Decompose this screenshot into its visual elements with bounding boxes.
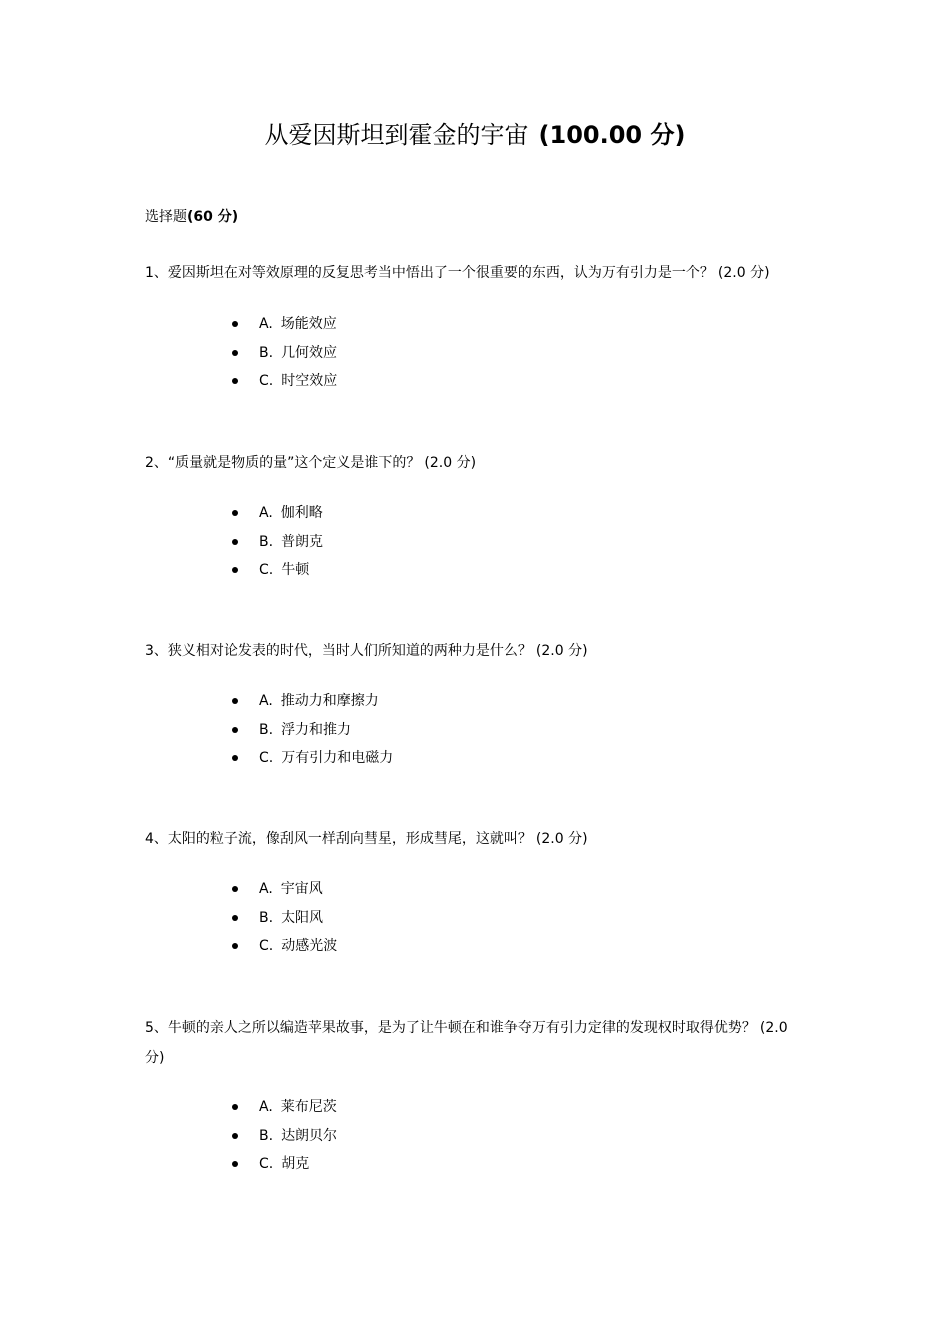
option-text: 宇宙风 [280,881,323,897]
option-a[interactable] [232,499,323,528]
option-letter: A. [259,505,273,521]
bullet-icon [232,915,238,921]
option-a[interactable] [232,310,337,339]
option-letter: C. [259,562,274,578]
option-letter: C. [259,373,274,389]
option-a[interactable] [232,1093,337,1122]
bullet-icon [232,510,238,516]
question-score: (2.0 分) [535,643,588,659]
question-2 [145,448,805,478]
option-c[interactable] [232,1150,337,1179]
option-text: 时空效应 [281,373,338,389]
option-c[interactable] [232,556,323,585]
option-a[interactable] [232,687,393,716]
option-text: 胡克 [281,1156,310,1172]
section-score: (60 分) [187,209,239,225]
bullet-icon [232,350,238,356]
question-text: 5、牛顿的亲人之所以编造苹果故事，是为了让牛顿在和谁争夺万有引力定律的发现权时取得优势？ [145,1020,756,1036]
question-text: 4、太阳的粒子流，像刮风一样刮向彗星，形成彗尾，这就叫？ [145,831,532,847]
bullet-icon [232,1133,238,1139]
question-3 [145,636,805,666]
bullet-icon [232,1104,238,1110]
option-b[interactable] [232,716,393,745]
bullet-icon [232,698,238,704]
question-score: (2.0 分) [424,455,477,471]
option-text: 普朗克 [281,533,324,550]
question-text: 2、“质量就是物质的量”这个定义是谁下的？ [145,455,421,471]
bullet-icon [232,539,238,545]
title-text: 从爱因斯坦到霍金的宇宙 [264,121,529,149]
option-b[interactable] [232,904,337,933]
option-text: 太阳风 [281,909,324,926]
option-letter: B. [259,721,274,738]
option-text: 场能效应 [280,316,337,332]
option-c[interactable] [232,367,337,396]
question-score: (2.0 分) [717,265,770,281]
question-score: (2.0 分) [535,831,588,847]
option-letter: A. [259,316,273,332]
option-letter: B. [259,533,274,550]
bullet-icon [232,378,238,384]
question-4 [145,824,805,854]
option-text: 达朗贝尔 [281,1127,338,1144]
bullet-icon [232,567,238,573]
question-5-options [232,1093,337,1179]
option-letter: A. [259,881,273,897]
option-letter: B. [259,909,274,926]
question-1-options [232,310,337,396]
option-letter: A. [259,1099,273,1115]
question-score: (2.0 分) [145,1020,788,1066]
option-b[interactable] [232,528,323,557]
bullet-icon [232,886,238,892]
question-text: 3、狭义相对论发表的时代，当时人们所知道的两种力是什么？ [145,643,532,659]
option-text: 伽利略 [280,505,323,521]
section-heading [145,206,238,228]
title-score: (100.00 分) [538,121,686,149]
option-text: 莱布尼茨 [280,1099,337,1115]
option-text: 推动力和摩擦力 [280,693,379,709]
option-text: 动感光波 [281,938,338,954]
bullet-icon [232,727,238,733]
question-2-options [232,499,323,585]
question-5 [145,1013,805,1073]
option-letter: B. [259,1127,274,1144]
option-text: 牛顿 [281,562,310,578]
option-letter: C. [259,1156,274,1172]
option-b[interactable] [232,1122,337,1151]
option-b[interactable] [232,339,337,368]
option-letter: C. [259,750,274,766]
option-letter: C. [259,938,274,954]
option-c[interactable] [232,744,393,773]
bullet-icon [232,755,238,761]
bullet-icon [232,943,238,949]
page-title [0,118,950,152]
option-letter: A. [259,693,273,709]
question-3-options [232,687,393,773]
bullet-icon [232,1161,238,1167]
option-text: 几何效应 [281,344,338,361]
question-4-options [232,875,337,961]
option-text: 浮力和推力 [281,721,352,738]
option-letter: B. [259,344,274,361]
option-a[interactable] [232,875,337,904]
bullet-icon [232,321,238,327]
question-1 [145,258,805,288]
option-c[interactable] [232,932,337,961]
section-label: 选择题 [145,209,187,225]
option-text: 万有引力和电磁力 [281,750,394,766]
question-text: 1、爱因斯坦在对等效原理的反复思考当中悟出了一个很重要的东西，认为万有引力是一个？ [145,265,714,281]
